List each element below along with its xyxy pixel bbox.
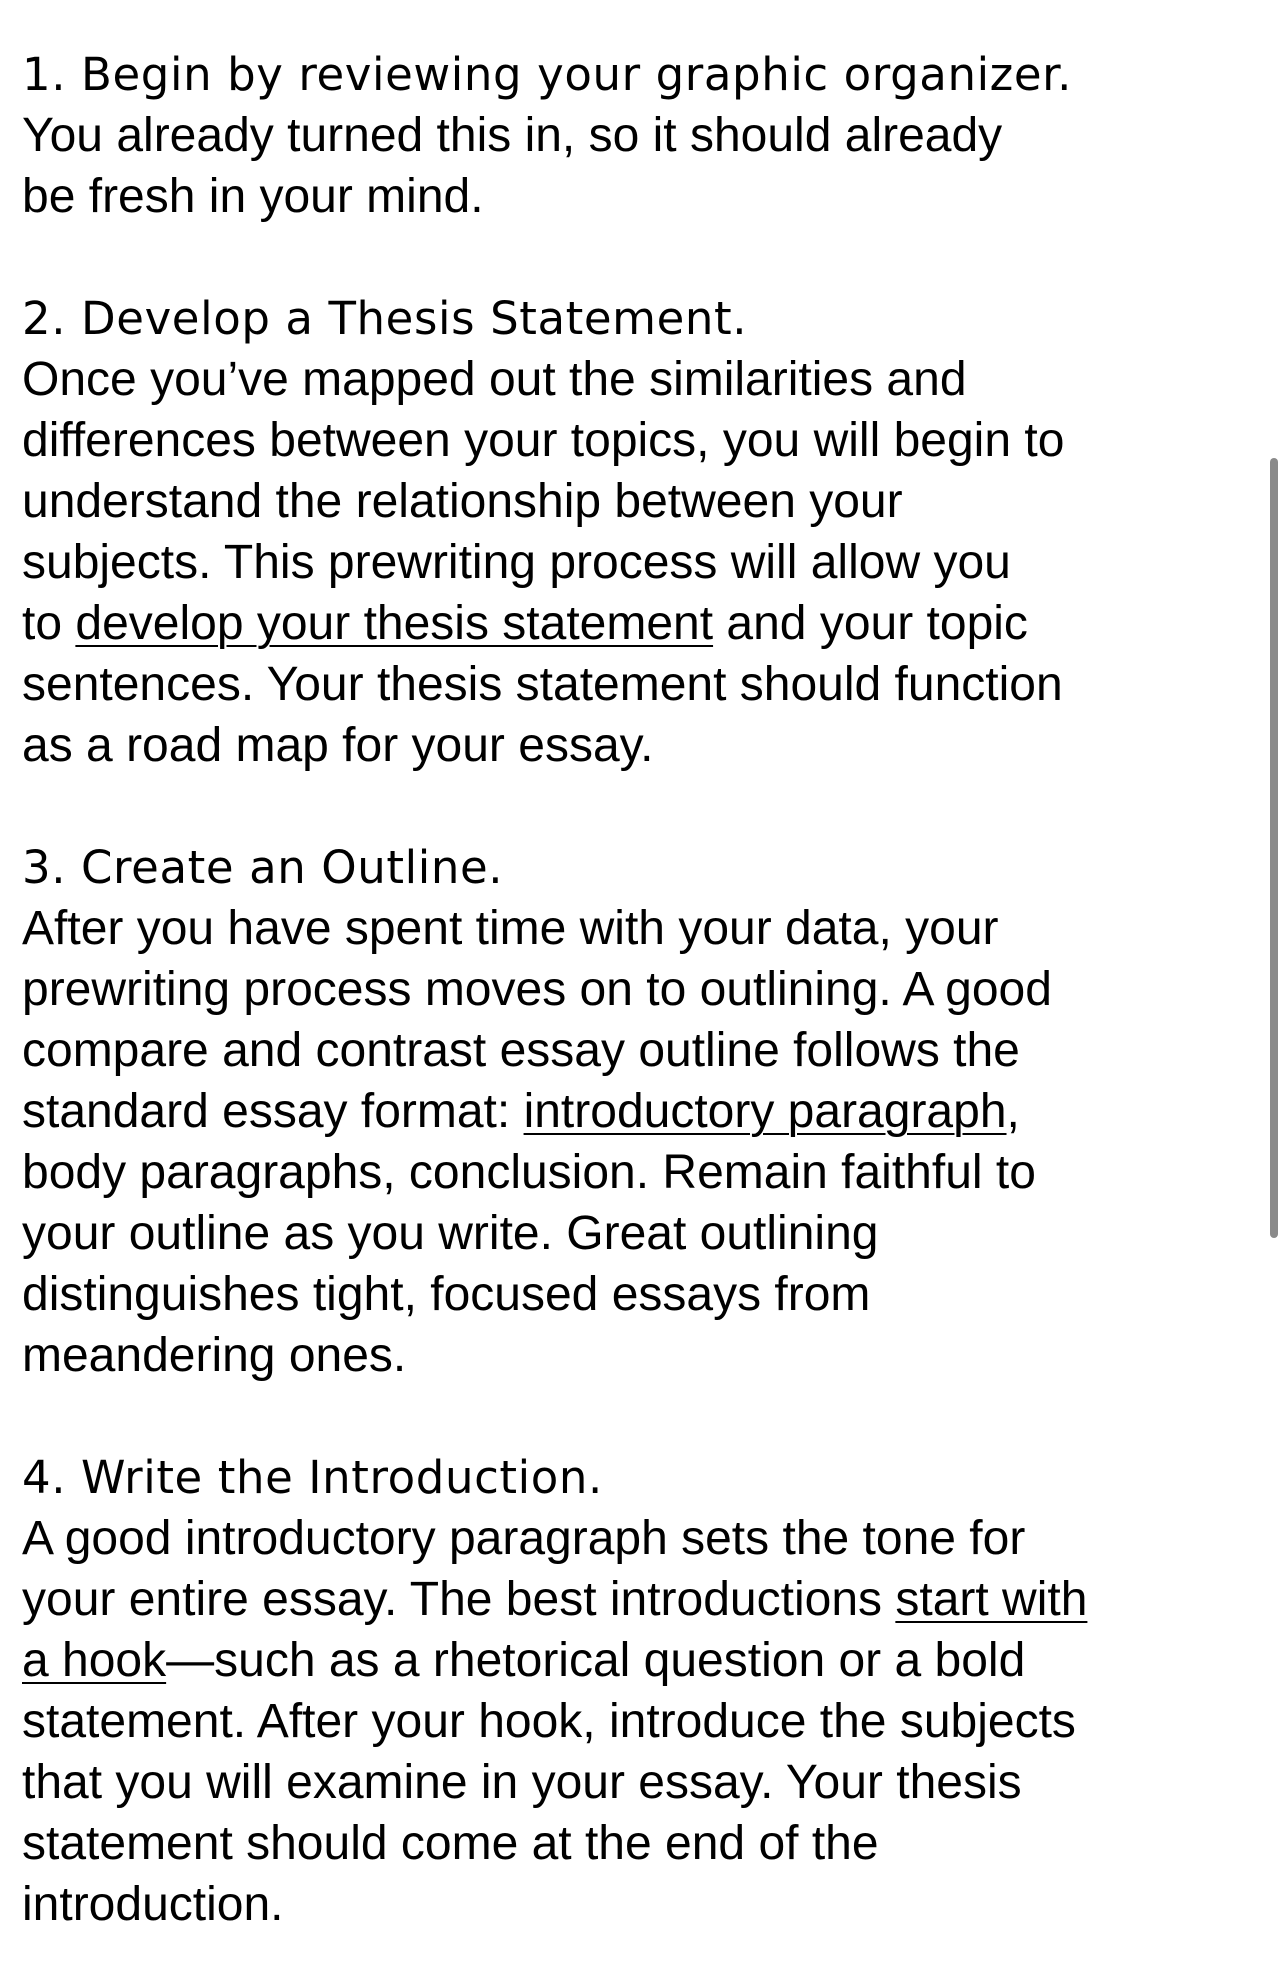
step-1 bbox=[22, 44, 1222, 227]
step-2-line-3: understand the relationship between your bbox=[22, 475, 903, 528]
step-3 bbox=[22, 837, 1222, 1386]
step-4-heading: 4. Write the Introduction. bbox=[22, 1451, 603, 1504]
thesis-statement-link[interactable]: develop your thesis statement bbox=[75, 597, 714, 650]
introductory-paragraph-link[interactable]: introductory paragraph bbox=[523, 1085, 1007, 1138]
step-4-link-line-b bbox=[22, 1630, 1222, 1691]
step-1-heading: 1. Begin by reviewing your graphic organizer. bbox=[22, 48, 1073, 101]
step-3-line-8: meandering ones. bbox=[22, 1329, 407, 1382]
start-with-a-hook-link-continued[interactable]: a hook bbox=[22, 1634, 167, 1687]
step-4 bbox=[22, 1447, 1222, 1935]
step-2-line-2: differences between your topics, you will begin to bbox=[22, 414, 1065, 467]
step-3-line-1: After you have spent time with your data, your bbox=[22, 902, 999, 955]
step-3-line-3: compare and contrast essay outline follows the bbox=[22, 1024, 1020, 1077]
step-3-line-6: your outline as you write. Great outlining bbox=[22, 1207, 879, 1260]
step-4-line-4: statement. After your hook, introduce the subjects bbox=[22, 1695, 1076, 1748]
step-1-line-1: You already turned this in, so it should already bbox=[22, 109, 1003, 162]
step-4-line-1: A good introductory paragraph sets the tone for bbox=[22, 1512, 1026, 1565]
step-2-line-1: Once you’ve mapped out the similarities and bbox=[22, 353, 967, 406]
step-4-link-line-a-before: your entire essay. The best introductions bbox=[22, 1573, 896, 1626]
step-3-line-2: prewriting process moves on to outlining. A good bbox=[22, 963, 1052, 1016]
step-3-line-5: body paragraphs, conclusion. Remain faithful to bbox=[22, 1146, 1036, 1199]
step-4-link-line-a bbox=[22, 1569, 1222, 1630]
step-2-link-line-before: to bbox=[22, 597, 76, 650]
step-4-link-line-b-after: —such as a rhetorical question or a bold bbox=[166, 1634, 1026, 1687]
step-2-heading: 2. Develop a Thesis Statement. bbox=[22, 292, 748, 345]
step-2-line-6: sentences. Your thesis statement should function bbox=[22, 658, 1063, 711]
step-2-line-7: as a road map for your essay. bbox=[22, 719, 654, 772]
step-1-line-2: be fresh in your mind. bbox=[22, 170, 484, 223]
step-3-line-7: distinguishes tight, focused essays from bbox=[22, 1268, 871, 1321]
step-4-line-7: introduction. bbox=[22, 1878, 284, 1931]
step-2 bbox=[22, 288, 1222, 776]
step-3-link-line bbox=[22, 1081, 1222, 1142]
start-with-a-hook-link[interactable]: start with bbox=[895, 1573, 1088, 1626]
step-2-link-line bbox=[22, 593, 1222, 654]
step-3-link-line-before: standard essay format: bbox=[22, 1085, 524, 1138]
vertical-scrollbar[interactable] bbox=[1270, 458, 1278, 1238]
document-body bbox=[22, 44, 1222, 1935]
step-4-line-6: statement should come at the end of the bbox=[22, 1817, 879, 1870]
step-2-link-line-after: and your topic bbox=[713, 597, 1028, 650]
step-3-heading: 3. Create an Outline. bbox=[22, 841, 504, 894]
step-2-line-4: subjects. This prewriting process will allow you bbox=[22, 536, 1011, 589]
step-4-line-5: that you will examine in your essay. Your thesis bbox=[22, 1756, 1022, 1809]
step-3-link-line-after: , bbox=[1006, 1085, 1020, 1138]
